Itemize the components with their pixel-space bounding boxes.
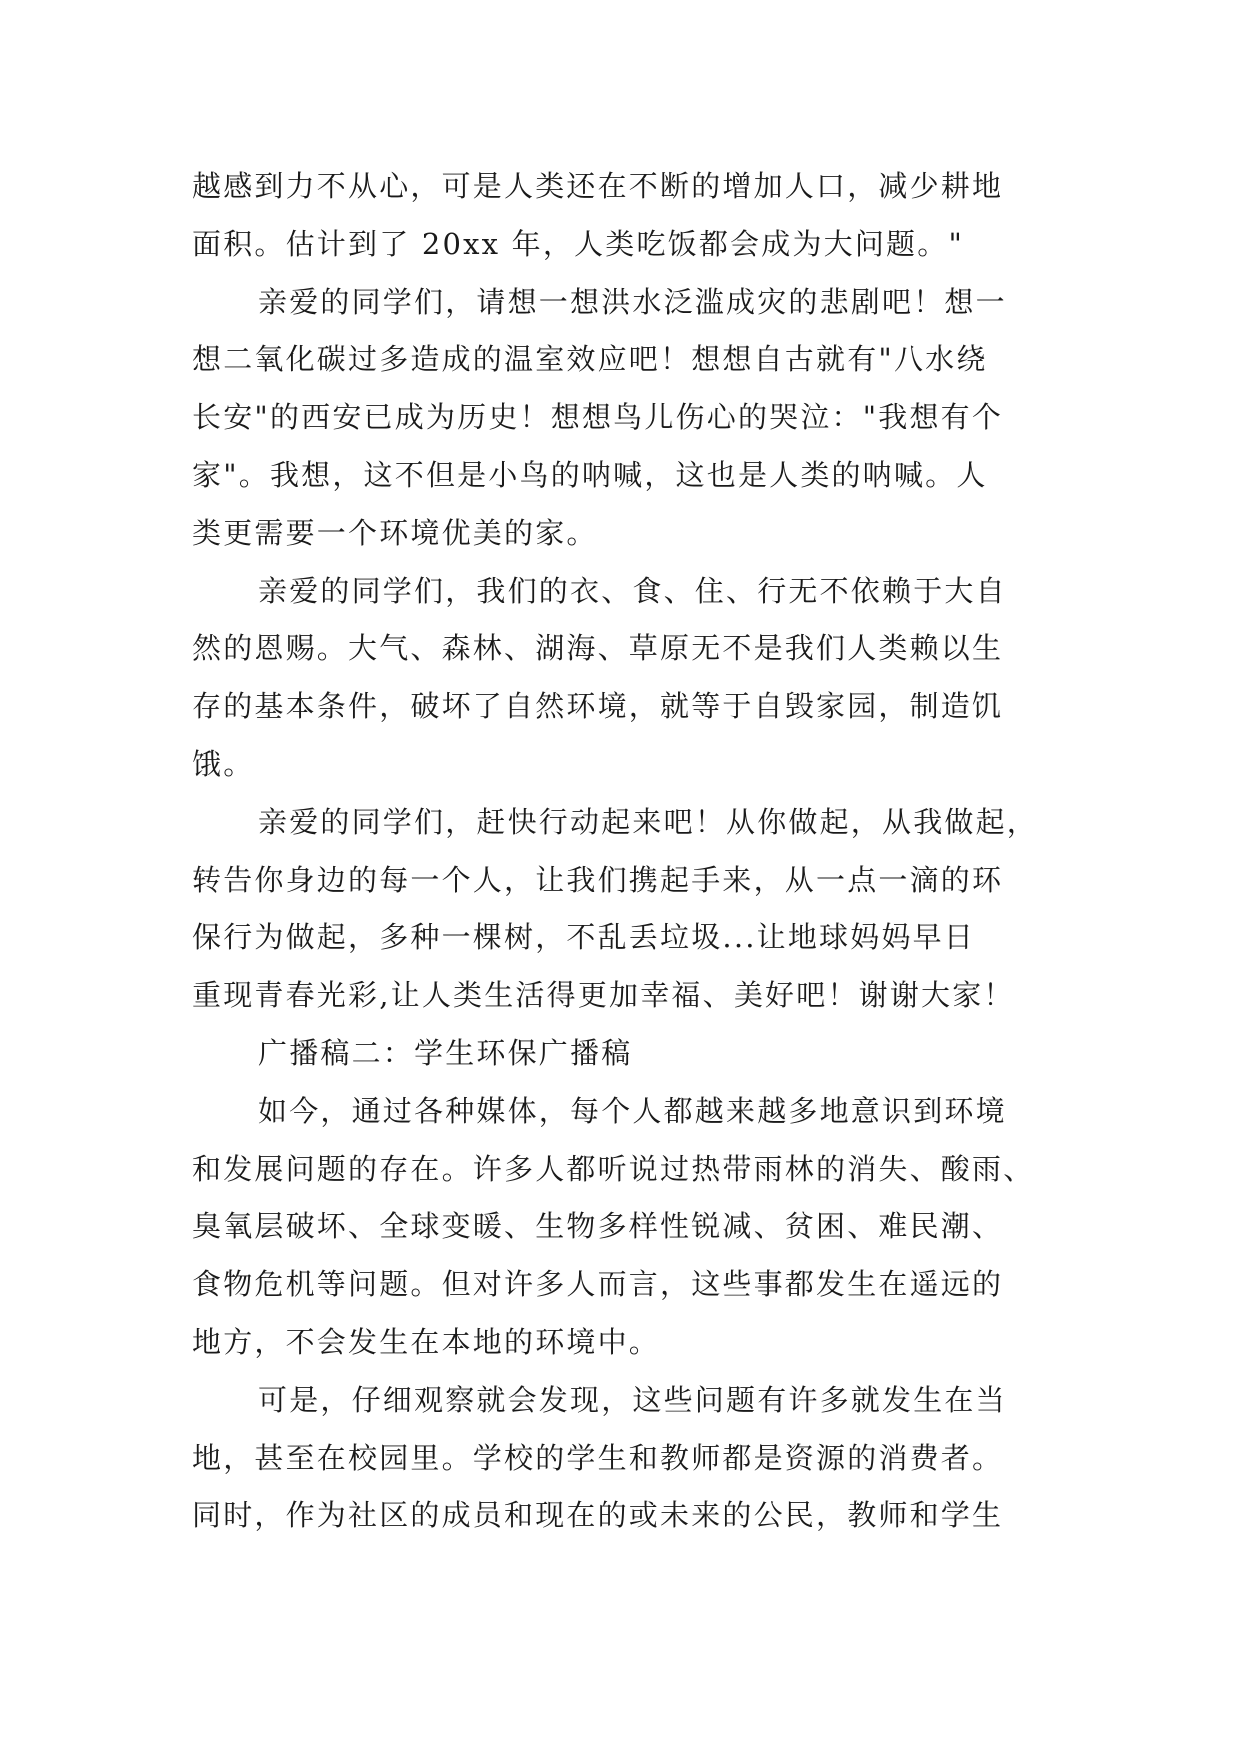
text-line: 臭氧层破坏、全球变暖、生物多样性锐减、贫困、难民潮、 — [192, 1209, 1004, 1244]
text-line: 重现青春光彩,让人类生活得更加幸福、美好吧！谢谢大家！ — [192, 978, 1015, 1013]
paragraph-start-line: 亲爱的同学们，我们的衣、食、住、行无不依赖于大自 — [258, 573, 1007, 608]
paragraph-start-line: 亲爱的同学们，赶快行动起来吧！从你做起，从我做起， — [258, 804, 1039, 839]
text-line: 地，甚至在校园里。学校的学生和教师都是资源的消费者。 — [192, 1440, 1004, 1475]
text-line: 同时，作为社区的成员和现在的或未来的公民，教师和学生 — [192, 1498, 1004, 1533]
text-line: 饿。 — [192, 746, 255, 781]
text-line: 长安"的西安已成为历史！想想鸟儿伤心的哭泣："我想有个 — [192, 400, 1004, 435]
text-line: 食物危机等问题。但对许多人而言，这些事都发生在遥远的 — [192, 1267, 1004, 1302]
text-line: 越感到力不从心，可是人类还在不断的增加人口，减少耕地 — [192, 169, 1004, 203]
text-line: 面积。估计到了 20xx 年，人类吃饭都会成为大问题。" — [192, 226, 964, 261]
text-line: 类更需要一个环境优美的家。 — [192, 515, 598, 550]
paragraph-start-line: 可是，仔细观察就会发现，这些问题有许多就发生在当 — [258, 1382, 1007, 1417]
text-line: 和发展问题的存在。许多人都听说过热带雨林的消失、酸雨、 — [192, 1151, 1035, 1186]
text-line: 转告你身边的每一个人，让我们携起手来，从一点一滴的环 — [192, 862, 1004, 897]
text-line: 想二氧化碳过多造成的温室效应吧！想想自古就有"八水绕 — [192, 342, 988, 377]
section-heading: 广播稿二：学生环保广播稿 — [258, 1035, 633, 1070]
text-line: 地方，不会发生在本地的环境中。 — [192, 1324, 661, 1359]
text-line: 保行为做起，多种一棵树，不乱丢垃圾...让地球妈妈早日 — [192, 920, 976, 955]
paragraph-start-line: 亲爱的同学们，请想一想洪水泛滥成灾的悲剧吧！想一 — [258, 284, 1007, 319]
document-body — [192, 158, 1052, 1545]
text-line: 然的恩赐。大气、森林、湖海、草原无不是我们人类赖以生 — [192, 631, 1004, 666]
paragraph-start-line: 如今，通过各种媒体，每个人都越来越多地意识到环境 — [258, 1093, 1007, 1128]
text-line: 家"。我想，这不但是小鸟的呐喊，这也是人类的呐喊。人 — [192, 457, 988, 492]
text-line: 存的基本条件，破坏了自然环境，就等于自毁家园，制造饥 — [192, 689, 1004, 724]
